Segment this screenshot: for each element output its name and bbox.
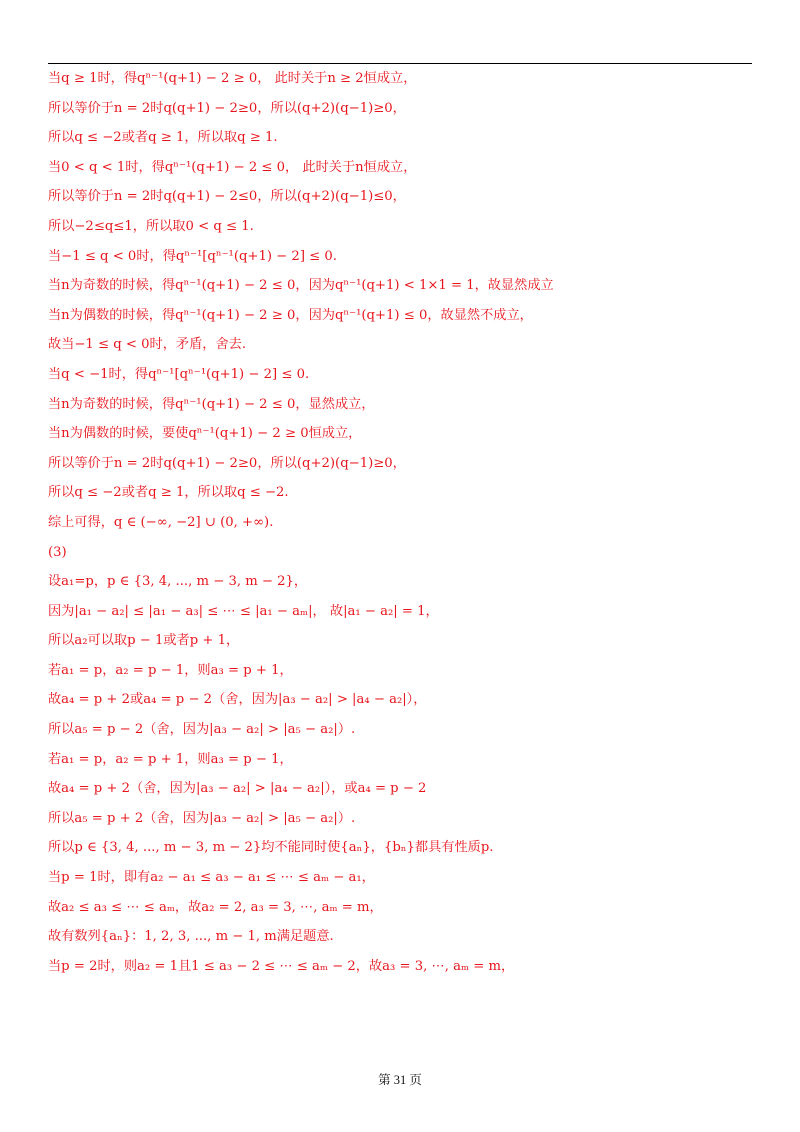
text-line-19: 因为|a₁ − a₂| ≤ |a₁ − a₃| ≤ ⋯ ≤ |a₁ − aₘ|， 故|a₁ − a₂| = 1，	[48, 603, 439, 619]
text-line-25: 故a₄ = p + 2（舍，因为|a₃ − a₂| > |a₄ − a₂|），或a₄ = p − 2	[48, 781, 427, 797]
text-line-12: 当n为奇数的时候，得qⁿ⁻¹(q+1) − 2 ≤ 0，显然成立，	[48, 396, 375, 412]
text-line-3: 所以q ≤ −2或者q ≥ 1，所以取q ≥ 1.	[48, 130, 278, 146]
text-line-7: 当−1 ≤ q < 0时，得qⁿ⁻¹[qⁿ⁻¹(q+1) − 2] ≤ 0.	[48, 248, 337, 264]
text-line-13: 当n为偶数的时候，要使qⁿ⁻¹(q+1) − 2 ≥ 0恒成立，	[48, 426, 362, 442]
part-3-heading: (3)	[48, 544, 67, 560]
text-line-15: 所以q ≤ −2或者q ≥ 1，所以取q ≤ −2.	[48, 485, 289, 501]
text-line-23: 所以a₅ = p − 2（舍，因为|a₃ − a₂| > |a₅ − a₂|）.	[48, 722, 356, 738]
text-line-20: 所以a₂可以取p − 1或者p + 1，	[48, 633, 240, 649]
text-line-8: 当n为奇数的时候，得qⁿ⁻¹(q+1) − 2 ≤ 0，因为qⁿ⁻¹(q+1) < 1×1 = 1，故显然成立	[48, 278, 554, 294]
text-line-28: 当p = 1时，即有a₂ − a₁ ≤ a₃ − a₁ ≤ ⋯ ≤ aₘ − a₁，	[48, 870, 375, 886]
text-line-16: 综上可得，q ∈ (−∞, −2] ∪ (0, +∞).	[48, 514, 274, 530]
text-line-22: 故a₄ = p + 2或a₄ = p − 2（舍，因为|a₃ − a₂| > |a₄ − a₂|），	[48, 692, 427, 708]
text-line-27: 所以p ∈ {3, 4, ..., m − 3, m − 2}均不能同时使{aₙ}，{bₙ}都具有性质p.	[48, 840, 494, 856]
page-number: 第 31 页	[378, 1073, 422, 1087]
text-line-24: 若a₁ = p，a₂ = p + 1，则a₃ = p − 1，	[48, 751, 293, 767]
solution-text	[48, 64, 752, 981]
text-line-18: 设a₁=p，p ∈ {3, 4, ..., m − 3, m − 2}，	[48, 574, 308, 590]
text-line-11: 当q < −1时，得qⁿ⁻¹[qⁿ⁻¹(q+1) − 2] ≤ 0.	[48, 366, 310, 382]
text-line-1: 当q ≥ 1时，得qⁿ⁻¹(q+1) − 2 ≥ 0， 此时关于n ≥ 2恒成立，	[48, 71, 417, 86]
text-line-6: 所以−2≤q≤1，所以取0 < q ≤ 1.	[48, 218, 254, 234]
text-line-31: 当p = 2时，则a₂ = 1且1 ≤ a₃ − 2 ≤ ⋯ ≤ aₘ − 2，故a₃ = 3, ⋯, aₘ = m，	[48, 958, 515, 974]
text-line-4: 当0 < q < 1时，得qⁿ⁻¹(q+1) − 2 ≤ 0， 此时关于n恒成立，	[48, 159, 417, 175]
text-line-2: 所以等价于n = 2时q(q+1) − 2≥0，所以(q+2)(q−1)≥0，	[48, 100, 406, 116]
text-line-30: 故有数列{aₙ}：1, 2, 3, ..., m − 1, m满足题意.	[48, 929, 334, 945]
text-line-21: 若a₁ = p，a₂ = p − 1，则a₃ = p + 1，	[48, 662, 293, 678]
text-line-9: 当n为偶数的时候，得qⁿ⁻¹(q+1) − 2 ≥ 0，因为qⁿ⁻¹(q+1) ≤ 0，故显然不成立，	[48, 307, 533, 323]
text-line-10: 故当−1 ≤ q < 0时，矛盾，舍去.	[48, 337, 247, 353]
text-line-26: 所以a₅ = p + 2（舍，因为|a₃ − a₂| > |a₅ − a₂|）.	[48, 810, 356, 826]
text-line-14: 所以等价于n = 2时q(q+1) − 2≥0，所以(q+2)(q−1)≥0，	[48, 455, 406, 471]
text-line-29: 故a₂ ≤ a₃ ≤ ⋯ ≤ aₘ，故a₂ = 2, a₃ = 3, ⋯, aₘ = m，	[48, 899, 383, 915]
text-line-5: 所以等价于n = 2时q(q+1) − 2≤0，所以(q+2)(q−1)≤0，	[48, 189, 406, 205]
